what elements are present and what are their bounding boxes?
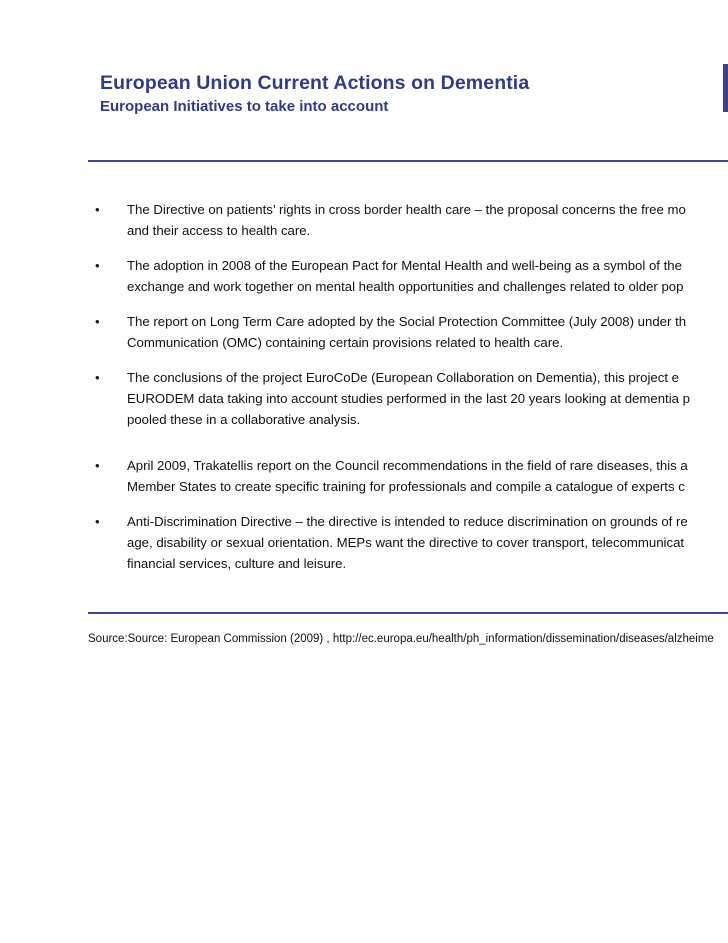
bullet-dot: • — [95, 514, 100, 529]
top-divider — [88, 160, 728, 162]
bullet-line: financial services, culture and leisure. — [127, 556, 347, 571]
bullet-line: EURODEM data taking into account studies performed in the last 20 years looking at dementia p — [127, 391, 690, 406]
slide-subtitle: European Initiatives to take into account — [100, 98, 389, 115]
bullet-line: pooled these in a collaborative analysis. — [127, 412, 361, 427]
bullet-dot: • — [95, 258, 100, 273]
bullet-dot: • — [95, 314, 100, 329]
bullet-line: The adoption in 2008 of the European Pact for Mental Health and well-being as a symbol of the — [127, 258, 682, 273]
bullet-line: Anti-Discrimination Directive – the directive is intended to reduce discrimination on grounds of re — [127, 514, 688, 529]
source-citation: Source:Source: European Commission (2009) , http://ec.europa.eu/health/ph_information/dissemination/diseases/alzheime — [88, 633, 714, 645]
bullet-line: The Directive on patients’ rights in cross border health care – the proposal concerns the free mo — [127, 202, 686, 217]
bullet-dot: • — [95, 202, 100, 217]
logo-edge — [723, 64, 728, 112]
bullet-dot: • — [95, 370, 100, 385]
slide-title: European Union Current Actions on Dementia — [100, 72, 530, 94]
bullet-line: April 2009, Trakatellis report on the Council recommendations in the field of rare diseases, this a — [127, 458, 688, 473]
bullet-line: Communication (OMC) containing certain provisions related to health care. — [127, 335, 564, 350]
bullet-line: age, disability or sexual orientation. MEPs want the directive to cover transport, telecommunicat — [127, 535, 685, 550]
bullet-line: Member States to create specific training for professionals and compile a catalogue of experts c — [127, 479, 685, 494]
bottom-divider — [88, 612, 728, 614]
bullet-line: and their access to health care. — [127, 223, 311, 238]
bullet-line: The report on Long Term Care adopted by the Social Protection Committee (July 2008) under th — [127, 314, 687, 329]
bullet-dot: • — [95, 458, 100, 473]
bullet-line: The conclusions of the project EuroCoDe (European Collaboration on Dementia), this project e — [127, 370, 679, 385]
bullet-line: exchange and work together on mental health opportunities and challenges related to older pop — [127, 279, 684, 294]
